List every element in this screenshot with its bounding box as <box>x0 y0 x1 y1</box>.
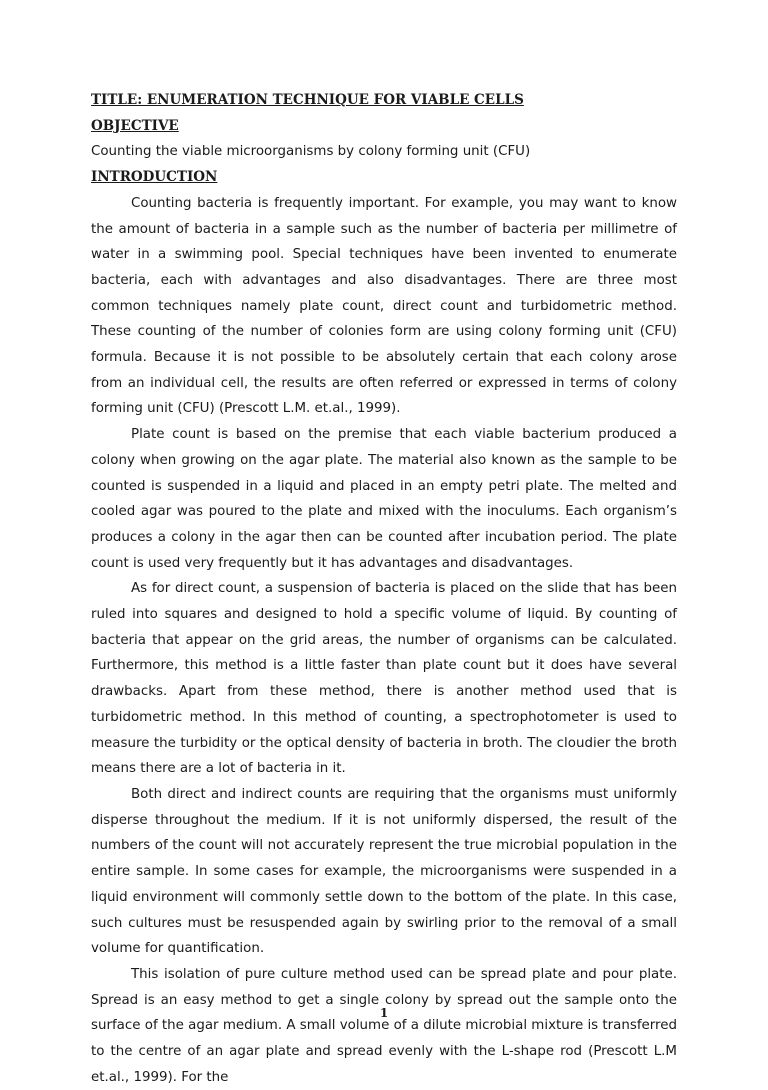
paragraph: Counting bacteria is frequently important. For example, you may want to know the amount of bacteria in a sample such as the number of bacteria per millimetre of water in a swimming pool. Special techniques have been invented to enumerate bacteria, each with advantages and also disadvantages. There are three most common techniques namely plate count, direct count and turbidometric method. These counting of the number of colonies form are using colony forming unit (CFU) formula. Because it is not possible to be absolutely certain that each colony arose from an individual cell, the results are often referred or expressed in terms of colony forming unit (CFU) (Prescott L.M. et.al., 1999). <box>91 195 677 417</box>
paragraph: Plate count is based on the premise that each viable bacterium produced a colony when growing on the agar plate. The material also known as the sample to be counted is suspended in a liquid and placed in an empty petri plate. The melted and cooled agar was poured to the plate and mixed with the inoculums. Each organism’s produces a colony in the agar then can be counted after incubation period. The plate count is used very frequently but it has advantages and disadvantages. <box>91 427 677 571</box>
document-title: TITLE: ENUMERATION TECHNIQUE FOR VIABLE CELLS <box>91 92 524 108</box>
objective-heading: OBJECTIVE <box>91 117 179 134</box>
page-number: 1 <box>379 1006 389 1020</box>
paragraph: This isolation of pure culture method used can be spread plate and pour plate. Spread is an easy method to get a single colony by spread out the sample onto the surface of the agar medium. A small volume of a dilute microbial mixture is transferred to the centre of an agar plate and spread evenly with the L-shape rod (Prescott L.M et.al., 1999). For the <box>91 966 677 1085</box>
document-page <box>91 88 677 1090</box>
introduction-heading: INTRODUCTION <box>91 169 218 186</box>
paragraph: As for direct count, a suspension of bacteria is placed on the slide that has been ruled into squares and designed to hold a specific volume of liquid. By counting of bacteria that appear on the grid areas, the number of organisms can be calculated. Furthermore, this method is a little faster than plate count but it does have several drawbacks. Apart from these method, there is another method used that is turbidometric method. In this method of counting, a spectrophotometer is used to measure the turbidity or the optical density of bacteria in broth. The cloudier the broth means there are a lot of bacteria in it. <box>91 581 677 777</box>
objective-text: Counting the viable microorganisms by colony forming unit (CFU) <box>91 144 531 160</box>
paragraph: Both direct and indirect counts are requiring that the organisms must uniformly disperse throughout the medium. If it is not uniformly dispersed, the result of the numbers of the count will not accurately represent the true microbial population in the entire sample. In some cases for example, the microorganisms were suspended in a liquid environment will commonly settle down to the bottom of the plate. In this case, such cultures must be resuspended again by swirling prior to the removal of a small volume for quantification. <box>91 786 677 957</box>
